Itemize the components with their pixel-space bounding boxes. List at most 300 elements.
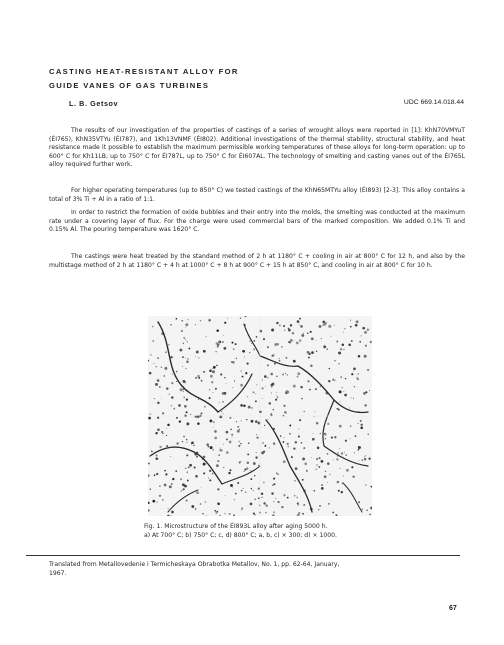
speckle <box>151 451 153 453</box>
speckle <box>354 452 355 453</box>
speckle <box>356 320 359 323</box>
speckle <box>351 397 352 398</box>
speckle <box>256 434 257 435</box>
speckle <box>277 396 279 398</box>
speckle <box>330 336 331 337</box>
speckle <box>321 487 324 490</box>
speckle <box>165 351 167 353</box>
speckle <box>287 443 289 445</box>
speckle <box>276 392 277 393</box>
speckle <box>361 335 362 336</box>
speckle <box>166 435 167 436</box>
speckle <box>274 363 276 365</box>
speckle <box>231 361 233 363</box>
speckle <box>148 417 151 420</box>
speckle <box>320 433 321 434</box>
speckle <box>166 387 169 390</box>
speckle <box>176 371 178 373</box>
page-number: 67 <box>449 605 457 612</box>
speckle <box>154 474 156 476</box>
speckle <box>357 378 359 380</box>
paragraph-2 <box>49 187 465 204</box>
footnote-divider <box>26 555 460 556</box>
speckle <box>290 339 293 342</box>
speckle <box>293 360 296 363</box>
speckle <box>181 490 182 491</box>
speckle <box>198 357 199 358</box>
speckle <box>342 387 343 388</box>
speckle <box>186 500 188 502</box>
speckle <box>338 409 339 410</box>
speckle <box>366 509 368 511</box>
speckle <box>308 353 311 356</box>
speckle <box>354 386 355 387</box>
speckle <box>161 366 162 367</box>
speckle <box>171 382 173 384</box>
speckle <box>343 349 345 351</box>
speckle <box>307 380 309 382</box>
speckle <box>205 501 207 503</box>
speckle <box>197 422 200 425</box>
speckle <box>187 472 188 473</box>
speckle <box>369 514 371 516</box>
speckle <box>303 411 304 412</box>
speckle <box>168 508 169 509</box>
speckle <box>157 402 159 404</box>
speckle <box>297 376 299 378</box>
speckle <box>299 419 301 421</box>
author-name: L. B. Getsov <box>69 99 119 108</box>
speckle <box>343 332 344 333</box>
speckle <box>188 348 190 350</box>
speckle <box>280 435 281 436</box>
speckle <box>302 479 304 481</box>
speckle <box>249 340 250 341</box>
speckle <box>209 397 211 399</box>
speckle <box>329 368 330 369</box>
speckle <box>248 406 251 409</box>
speckle <box>161 431 163 433</box>
speckle <box>185 468 186 469</box>
speckle <box>358 446 361 449</box>
speckle <box>319 325 322 328</box>
speckle <box>209 470 211 472</box>
speckle <box>229 513 231 515</box>
speckle <box>164 367 167 370</box>
speckle <box>209 419 212 422</box>
speckle <box>250 478 252 480</box>
speckle <box>277 473 279 475</box>
speckle <box>166 445 168 447</box>
speckle <box>339 448 340 449</box>
speckle <box>164 375 165 376</box>
speckle <box>316 422 319 425</box>
speckle <box>279 360 281 362</box>
speckle <box>255 393 256 394</box>
speckle <box>279 358 280 359</box>
speckle <box>267 346 269 348</box>
speckle <box>276 322 278 324</box>
speckle <box>242 350 245 353</box>
speckle <box>215 512 217 514</box>
speckle <box>271 355 273 357</box>
speckle <box>182 356 184 358</box>
speckle <box>360 424 362 426</box>
speckle <box>258 487 260 489</box>
speckle <box>241 490 243 492</box>
speckle <box>289 424 291 426</box>
speckle <box>150 413 152 415</box>
speckle <box>253 340 255 342</box>
speckle <box>352 476 354 478</box>
speckle <box>262 442 264 444</box>
speckle <box>288 328 290 330</box>
speckle <box>237 426 239 428</box>
translation-footnote <box>49 561 449 579</box>
speckle <box>193 445 194 446</box>
speckle <box>215 388 217 390</box>
speckle <box>279 325 281 327</box>
speckle <box>202 513 204 515</box>
speckle <box>232 437 233 438</box>
speckle <box>216 329 219 332</box>
speckle <box>315 411 316 412</box>
speckle <box>170 356 172 358</box>
speckle <box>221 411 222 412</box>
speckle <box>255 400 257 402</box>
speckle <box>311 457 312 458</box>
speckle <box>249 352 250 353</box>
speckle <box>346 469 349 472</box>
speckle <box>362 327 365 330</box>
speckle <box>176 381 177 382</box>
speckle <box>283 494 285 496</box>
speckle <box>282 441 284 443</box>
speckle <box>309 389 311 391</box>
speckle <box>362 509 363 510</box>
speckle <box>180 478 182 480</box>
speckle <box>240 461 241 462</box>
speckle <box>262 380 263 381</box>
speckle <box>186 411 188 413</box>
speckle <box>311 337 314 340</box>
speckle <box>342 344 345 347</box>
speckle <box>367 369 369 371</box>
speckle <box>205 336 206 337</box>
speckle <box>273 442 275 444</box>
speckle <box>323 345 326 348</box>
speckle <box>286 391 289 394</box>
speckle <box>316 350 318 352</box>
speckle <box>256 336 258 338</box>
speckle <box>230 429 231 430</box>
speckle <box>242 376 244 378</box>
speckle <box>238 441 239 442</box>
speckle <box>220 373 222 375</box>
speckle <box>203 350 206 353</box>
speckle <box>353 371 354 372</box>
speckle <box>201 412 203 414</box>
speckle <box>240 317 242 319</box>
speckle <box>264 375 267 378</box>
speckle <box>292 332 294 334</box>
speckle <box>191 443 192 444</box>
speckle <box>155 432 157 434</box>
speckle <box>237 430 240 433</box>
speckle <box>334 360 335 361</box>
speckle <box>157 428 160 431</box>
speckle <box>289 342 291 344</box>
speckle <box>350 425 352 427</box>
speckle <box>171 405 173 407</box>
speckle <box>267 364 269 366</box>
speckle <box>369 390 370 391</box>
speckle <box>231 434 233 436</box>
speckle <box>219 402 220 403</box>
speckle <box>351 373 353 375</box>
speckle <box>182 366 183 367</box>
speckle <box>311 351 314 354</box>
speckle <box>198 399 199 400</box>
speckle <box>238 445 240 447</box>
speckle <box>226 431 229 434</box>
speckle <box>267 377 268 378</box>
speckle <box>296 341 299 344</box>
speckle <box>173 408 175 410</box>
speckle <box>283 325 285 327</box>
speckle <box>321 484 323 486</box>
speckle <box>301 442 303 444</box>
speckle <box>350 326 352 328</box>
speckle <box>182 441 183 442</box>
speckle <box>253 348 255 350</box>
speckle <box>212 392 213 393</box>
speckle <box>272 383 275 386</box>
speckle <box>324 434 326 436</box>
speckle <box>186 454 188 456</box>
speckle <box>159 495 161 497</box>
speckle <box>172 373 173 374</box>
speckle <box>318 466 320 468</box>
speckle <box>307 332 309 334</box>
speckle <box>342 482 344 484</box>
speckle <box>152 326 154 328</box>
speckle <box>318 457 320 459</box>
speckle <box>338 363 340 365</box>
speckle <box>195 377 197 379</box>
speckle <box>294 340 295 341</box>
speckle <box>338 352 341 355</box>
speckle <box>213 421 215 423</box>
speckle <box>265 386 266 387</box>
speckle <box>294 480 295 481</box>
speckle <box>320 386 321 387</box>
article-title <box>49 65 469 93</box>
speckle <box>274 343 277 346</box>
speckle <box>251 420 254 423</box>
speckle <box>261 497 262 498</box>
speckle <box>359 460 360 461</box>
paragraph-1-text: The results of our investigation of the properties of castings of a series of wrought alloys were reported in [1]: KhN70VMYuT (ÉI765), KhN35VTYu (ÉI787), and 1Kh13VNMF (ÉI802). Additional investigations of the thermal stability, structural stability, and heat resistance made it possible to establish the maximum permissible working temperatures of these alloys for long-term operation: up to 600° C for Kh11LB, up to 750° C for ÉI787L, up to 750° C for ÉI607AL. The technology of smelting and casting vanes out of the ÉI765L alloy required further work. <box>49 127 465 169</box>
speckle <box>165 473 167 475</box>
speckle <box>361 459 363 461</box>
speckle <box>282 346 283 347</box>
title-line-1: CASTING HEAT-RESISTANT ALLOY FOR <box>49 67 239 76</box>
speckle <box>304 463 307 466</box>
speckle <box>197 375 200 378</box>
speckle <box>262 398 263 399</box>
speckle <box>281 346 282 347</box>
speckle <box>175 470 177 472</box>
speckle <box>224 513 225 514</box>
speckle <box>290 324 292 326</box>
speckle <box>258 497 260 499</box>
speckle <box>327 462 330 465</box>
speckle <box>273 409 275 411</box>
speckle <box>155 366 156 367</box>
speckle <box>201 380 203 382</box>
speckle <box>240 404 243 407</box>
speckle <box>338 490 340 492</box>
speckle <box>222 401 224 403</box>
speckle <box>350 438 351 439</box>
speckle <box>325 471 326 472</box>
speckle <box>353 367 356 370</box>
speckle <box>360 420 362 422</box>
speckle <box>345 440 347 442</box>
speckle <box>337 481 340 484</box>
microstructure-figure <box>148 316 372 516</box>
speckle <box>186 398 188 400</box>
speckle <box>223 413 224 414</box>
speckle <box>180 388 183 391</box>
speckle <box>357 423 358 424</box>
speckle <box>283 460 286 463</box>
speckle <box>331 437 333 439</box>
speckle <box>299 324 300 325</box>
speckle <box>272 484 274 486</box>
speckle <box>332 379 334 381</box>
speckle <box>321 338 322 339</box>
speckle <box>159 485 161 487</box>
speckle <box>233 348 235 350</box>
speckle <box>171 511 174 514</box>
speckle <box>327 453 329 455</box>
speckle <box>213 449 214 450</box>
speckle <box>344 452 345 453</box>
speckle <box>159 446 161 448</box>
speckle <box>339 390 342 393</box>
speckle <box>185 339 186 340</box>
speckle <box>157 379 160 382</box>
speckle <box>183 488 185 490</box>
paragraph-1 <box>49 127 465 170</box>
speckle <box>282 373 284 375</box>
speckle <box>276 472 278 474</box>
speckle <box>196 456 198 458</box>
speckle <box>284 411 287 414</box>
speckle <box>218 454 220 456</box>
speckle <box>364 458 367 461</box>
speckle <box>319 505 321 507</box>
speckle <box>328 380 330 382</box>
speckle <box>297 503 299 505</box>
speckle <box>253 391 255 393</box>
speckle <box>269 402 272 405</box>
speckle <box>209 389 210 390</box>
speckle <box>187 480 189 482</box>
speckle <box>195 508 197 510</box>
speckle <box>336 458 338 460</box>
speckle <box>254 498 256 500</box>
speckle <box>344 328 345 329</box>
speckle <box>247 396 248 397</box>
speckle <box>155 383 158 386</box>
speckle <box>295 467 298 470</box>
speckle <box>291 456 293 458</box>
paragraph-3-text: In order to restrict the formation of oxide bubbles and their entry into the molds, the smelting was conducted at the maximum rate under a covering layer of flux. For the charge were used commercial bars of the marked composition. We added 0.1% Ti and 0.15% Al. The pouring temperature was 1620° C. <box>49 209 465 234</box>
speckle <box>224 377 225 378</box>
speckle <box>183 343 185 345</box>
paragraph-4 <box>49 253 465 270</box>
figure-caption <box>144 523 444 541</box>
speckle <box>186 361 188 363</box>
speckle <box>336 341 338 343</box>
speckle <box>179 420 181 422</box>
speckle <box>246 467 248 469</box>
speckle <box>230 484 233 487</box>
speckle <box>220 448 221 449</box>
speckle <box>332 512 334 514</box>
speckle <box>281 506 283 508</box>
speckle <box>301 334 304 337</box>
speckle <box>224 495 225 496</box>
speckle <box>300 386 303 389</box>
speckle <box>299 318 301 320</box>
speckle <box>185 358 186 359</box>
speckle <box>244 469 246 471</box>
speckle <box>302 458 305 461</box>
speckle <box>256 452 257 453</box>
speckle <box>176 442 178 444</box>
speckle <box>226 438 228 440</box>
speckle <box>218 340 221 343</box>
speckle <box>296 497 298 499</box>
paragraph-4-text: The castings were heat treated by the standard method of 2 h at 1180° C + cooling in air at 800° C for 12 h, and also by the multistage method of 2 h at 1180° C + 4 h at 1000° C + 8 h at 900° C + 15 h at 850° C, and cooling in air at 800° C for 10 h. <box>49 253 465 269</box>
speckle <box>349 407 350 408</box>
speckle <box>263 502 266 505</box>
speckle <box>276 395 277 396</box>
speckle <box>148 463 150 465</box>
speckle <box>243 404 246 407</box>
speckle <box>183 436 185 438</box>
speckle <box>216 464 219 467</box>
speckle <box>302 513 304 515</box>
speckle <box>162 499 164 501</box>
speckle <box>186 439 187 440</box>
speckle <box>285 373 286 374</box>
speckle <box>217 460 219 462</box>
speckle <box>287 497 289 499</box>
speckle <box>358 501 360 503</box>
speckle <box>271 329 274 332</box>
speckle <box>295 441 297 443</box>
speckle <box>344 394 347 397</box>
speckle <box>274 483 276 485</box>
speckle <box>329 474 330 475</box>
speckle <box>343 475 344 476</box>
speckle <box>217 343 220 346</box>
